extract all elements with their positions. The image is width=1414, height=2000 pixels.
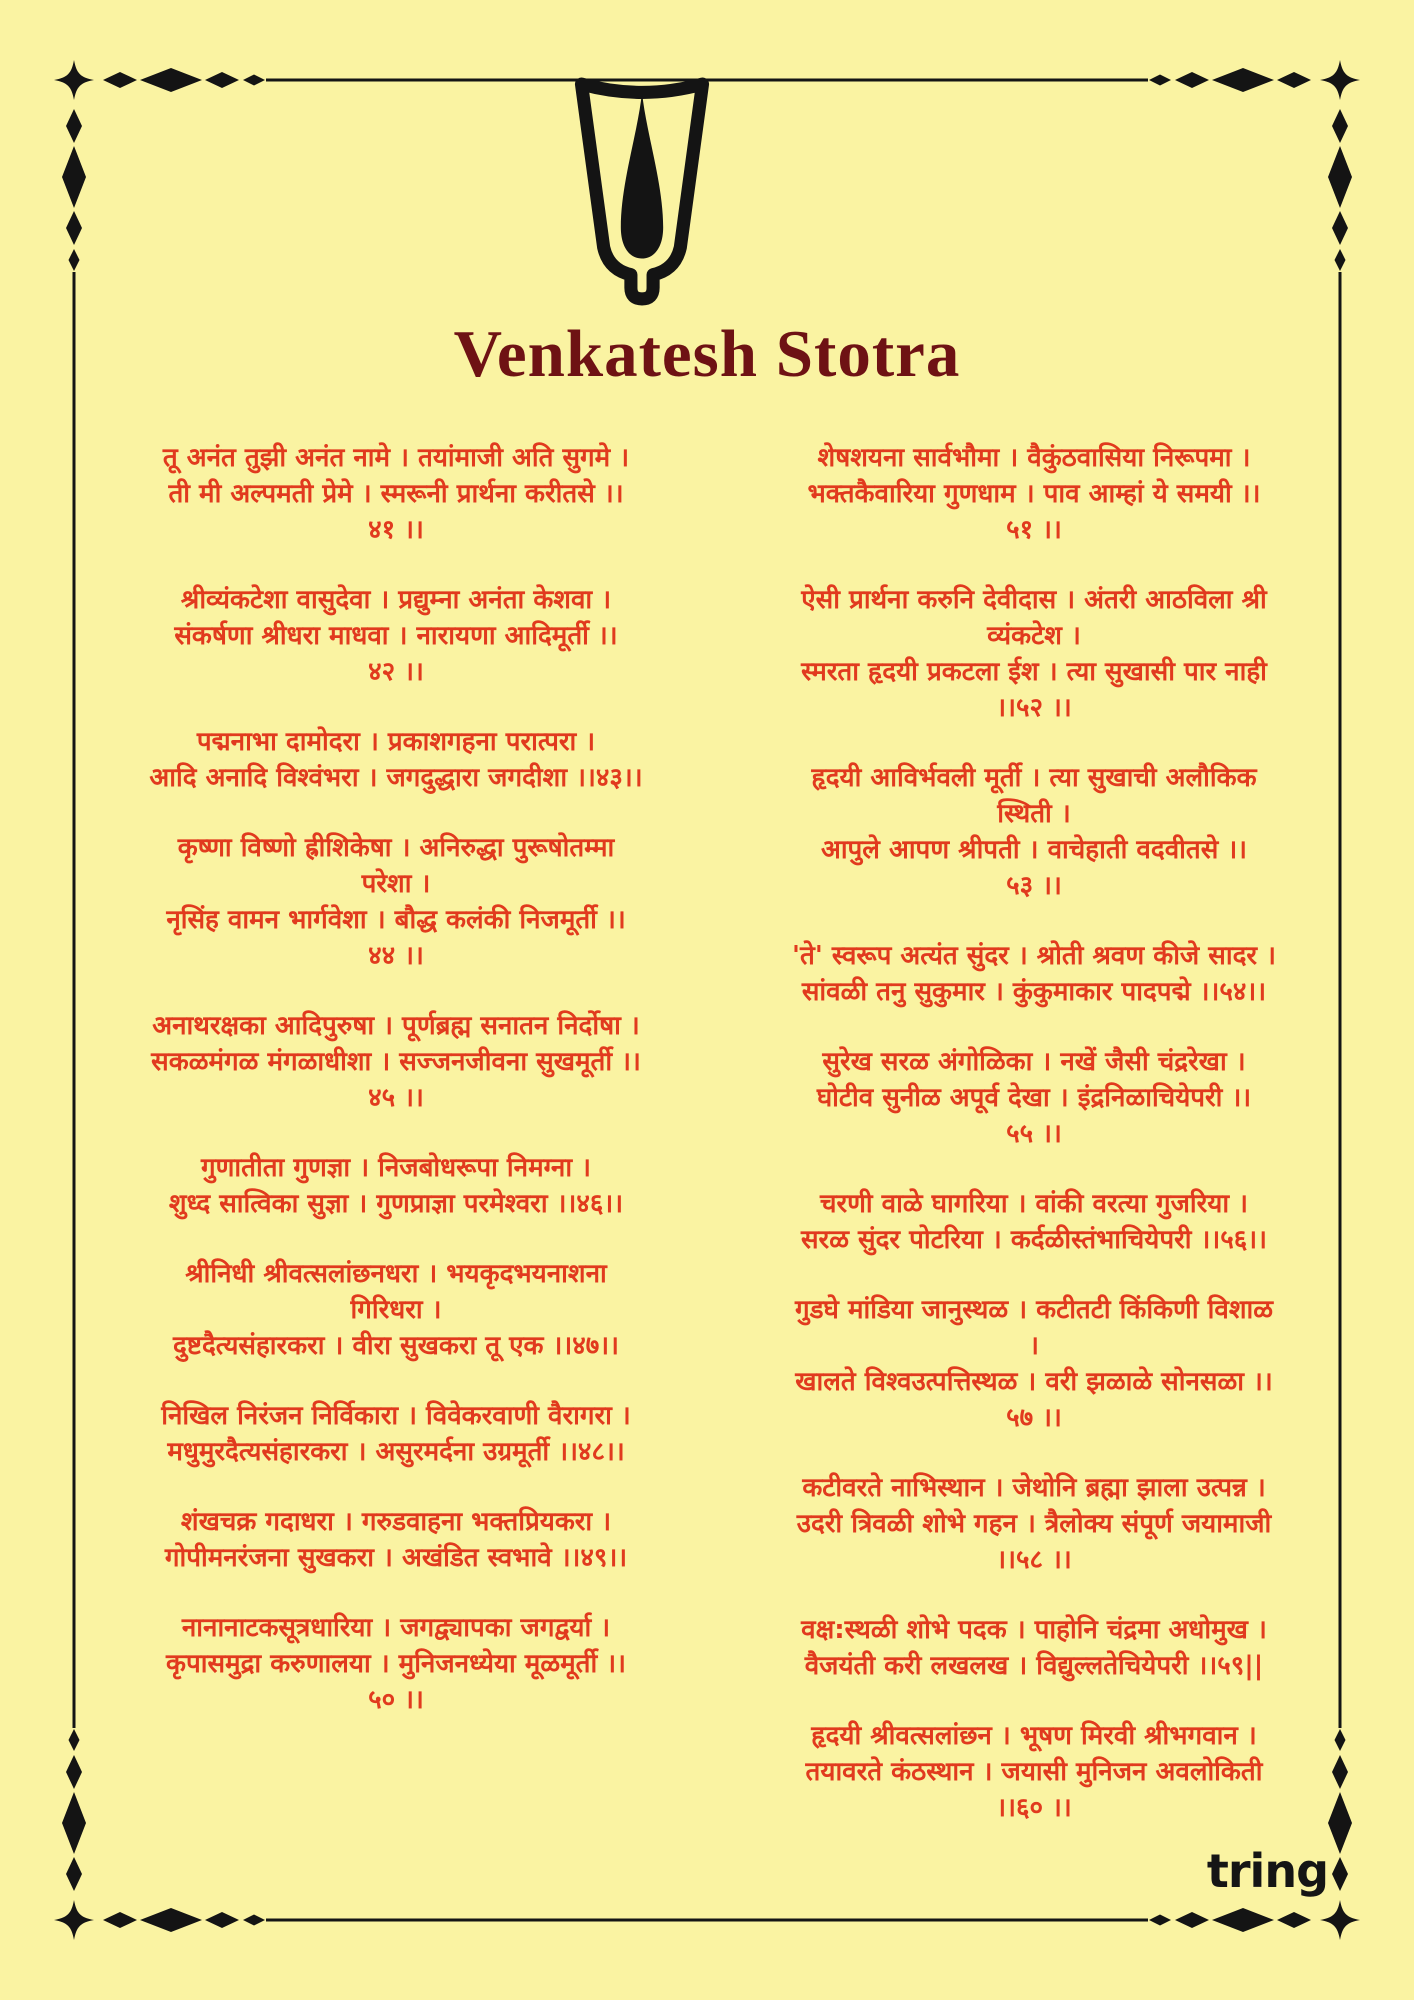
verse-line: दुष्टदैत्यसंहारकरा । वीरा सुखकरा तू एक ।।४७।। [172,1331,620,1361]
verse-line: कृष्णा विष्णो ह्रीशिकेषा । अनिरुद्धा पुरूषोतम्मा [177,833,615,863]
verse-line: ५३ ।। [1006,871,1062,901]
verse-block [730,440,1338,548]
verse-block [92,1398,700,1470]
verse-line: कटीवरते नाभिस्थान । जेथोनि ब्रह्मा झाला उत्पन्न । [802,1473,1266,1503]
verse-line: सुरेख सरळ अंगोळिका । नखें जैसी चंद्ररेखा । [822,1047,1246,1077]
verse-block [92,1150,700,1222]
verse-line: ५७ ।। [1006,1403,1062,1433]
verse-column-right [730,440,1338,1860]
verse-line: ४२ ।। [368,657,424,687]
verse-line: नानानाटकसूत्रधारिया । जगद्व्यापका जगद्वर्या । [181,1613,611,1643]
verse-line: श्रीनिधी श्रीवत्सलांछनधरा । भयकृदभयनाशना [185,1259,607,1289]
verse-block [730,1044,1338,1152]
verse-block [92,724,700,796]
verse-block [730,1292,1338,1436]
verse-line: ४५ ।। [368,1083,424,1113]
verse-line: ।।५८ ।। [996,1545,1072,1575]
verse-block [730,1612,1338,1684]
verse-line: घोटीव सुनीळ अपूर्व देखा । इंद्रनिळाचियेपरी ।। [816,1083,1252,1113]
verse-line: हृदयी श्रीवत्सलांछन । भूषण मिरवी श्रीभगवान । [811,1721,1257,1751]
verse-line: ।।५२ ।। [996,693,1072,723]
verse-block [92,1256,700,1364]
verse-block [92,1504,700,1576]
verse-line: गोपीमनरंजना सुखकरा । अखंडित स्वभावे ।।४९।। [164,1543,628,1573]
tring-logo: tring [1206,1844,1328,1898]
verse-line: ती मी अल्पमती प्रेमे । स्मरूनी प्रार्थना करीतसे ।। [168,479,624,509]
verse-line: नृसिंह वामन भार्गवेशा । बौद्ध कलंकी निजमूर्ती ।। [166,905,626,935]
verse-column-left [92,440,700,1860]
verse-block [730,938,1338,1010]
verse-block [730,582,1338,726]
verse-line: हृदयी आविर्भवली मूर्ती । त्या सुखाची अलौकिक [811,763,1257,793]
verse-line: गुणातीता गुणज्ञा । निजबोधरूपा निमग्ना । [201,1153,591,1183]
verse-line: गुडघे मांडिया जानुस्थळ । कटीतटी किंकिणी विशाळ [794,1295,1273,1325]
tilak-icon [551,70,733,312]
verse-line: स्थिती । [997,799,1071,829]
verse-line: गिरिधरा । [350,1295,442,1325]
verse-line: खालते विश्वउत्पत्तिस्थळ । वरी झळाळे सोनसळा ।। [795,1367,1273,1397]
verse-line: वक्ष:स्थळी शोभे पदक । पाहोनि चंद्रमा अधोमुख । [801,1615,1267,1645]
verse-line: ऐसी प्रार्थना करुनि देवीदास । अंतरी आठविला श्री [801,585,1267,615]
verse-line: ४४ ।। [368,941,424,971]
verse-line: सरळ सुंदर पोटरिया । कर्दळीस्तंभाचियेपरी ।।५६।। [800,1225,1268,1255]
verse-block [730,1186,1338,1258]
verse-line: वैजयंती करी लखलख । विद्युल्लतेचियेपरी ।।५९|| [804,1651,1264,1681]
verse-line: ४१ ।। [368,515,424,545]
verse-block [730,760,1338,904]
verse-line: ५१ ।। [1006,515,1062,545]
verse-line: श्रीव्यंकटेशा वासुदेवा । प्रद्युम्ना अनंता केशवा । [180,585,612,615]
verse-line: पद्मनाभा दामोदरा । प्रकाशगहना परात्परा । [196,727,596,757]
verse-line: आपुले आपण श्रीपती । वाचेहाती वदवीतसे ।। [820,835,1248,865]
verse-line: ।।६० ।। [996,1793,1072,1823]
verse-line: सांवळी तनु सुकुमार । कुंकुमाकार पादपद्मे ।।५४।। [801,977,1267,1007]
verse-line: स्मरता हृदयी प्रकटला ईश । त्या सुखासी पार नाही [801,657,1267,687]
verse-block [730,1470,1338,1578]
verse-line: मधुमुरदैत्यसंहारकरा । असुरमर्दना उग्रमूर्ती ।।४८।। [167,1437,625,1467]
verse-line: ५० ।। [368,1685,424,1715]
verse-line: भक्तकैवारिया गुणधाम । पाव आम्हां ये समयी ।। [807,479,1261,509]
verse-line: शेषशयना सार्वभौमा । वैकुंठवासिया निरूपमा । [817,443,1251,473]
verse-line: परेशा । [361,869,431,899]
verse-line: 'ते' स्वरूप अत्यंत सुंदर । श्रोती श्रवण कीजे सादर । [792,941,1276,971]
verse-line: चरणी वाळे घागरिया । वांकी वरत्या गुजरिया । [819,1189,1249,1219]
verse-line: निखिल निरंजन निर्विकारा । विवेकरवाणी वैरागरा । [161,1401,631,1431]
verse-line: व्यंकटेश । [987,621,1081,651]
verse-block [730,1718,1338,1826]
verse-line: सकळमंगळ मंगळाधीशा । सज्जनजीवना सुखमूर्ती ।। [151,1047,641,1077]
verse-line: ५५ ।। [1006,1119,1062,1149]
verse-block [92,1610,700,1718]
verse-line: संकर्षणा श्रीधरा माधवा । नारायणा आदिमूर्ती ।। [174,621,618,651]
verse-line: शंखचक्र गदाधरा । गरुडवाहना भक्तप्रियकरा । [180,1507,612,1537]
verse-line: तयावरते कंठस्थान । जयासी मुनिजन अवलोकिती [805,1757,1263,1787]
verse-line: । [1029,1331,1039,1361]
verse-line: अनाथरक्षका आदिपुरुषा । पूर्णब्रह्म सनातन निर्दोषा । [152,1011,640,1041]
verses-section [92,440,1338,1860]
verse-block [92,440,700,548]
verse-line: उदरी त्रिवळी शोभे गहन । त्रैलोक्य संपूर्ण जयामाजी [796,1509,1272,1539]
verse-line: आदि अनादि विश्वंभरा । जगदुद्धारा जगदीशा ।।४३।। [149,763,643,793]
verse-block [92,830,700,974]
verse-line: तू अनंत तुझी अनंत नामे । तयांमाजी अति सुगमे । [162,443,630,473]
verse-block [92,582,700,690]
verse-line: शुध्द सात्विका सुज्ञा । गुणप्राज्ञा परमेश्वरा ।।४६।। [168,1189,624,1219]
page-title: Venkatesh Stotra [453,317,961,391]
verse-block [92,1008,700,1116]
verse-line: कृपासमुद्रा करुणालया । मुनिजनध्येया मूळमूर्ती ।। [166,1649,626,1679]
